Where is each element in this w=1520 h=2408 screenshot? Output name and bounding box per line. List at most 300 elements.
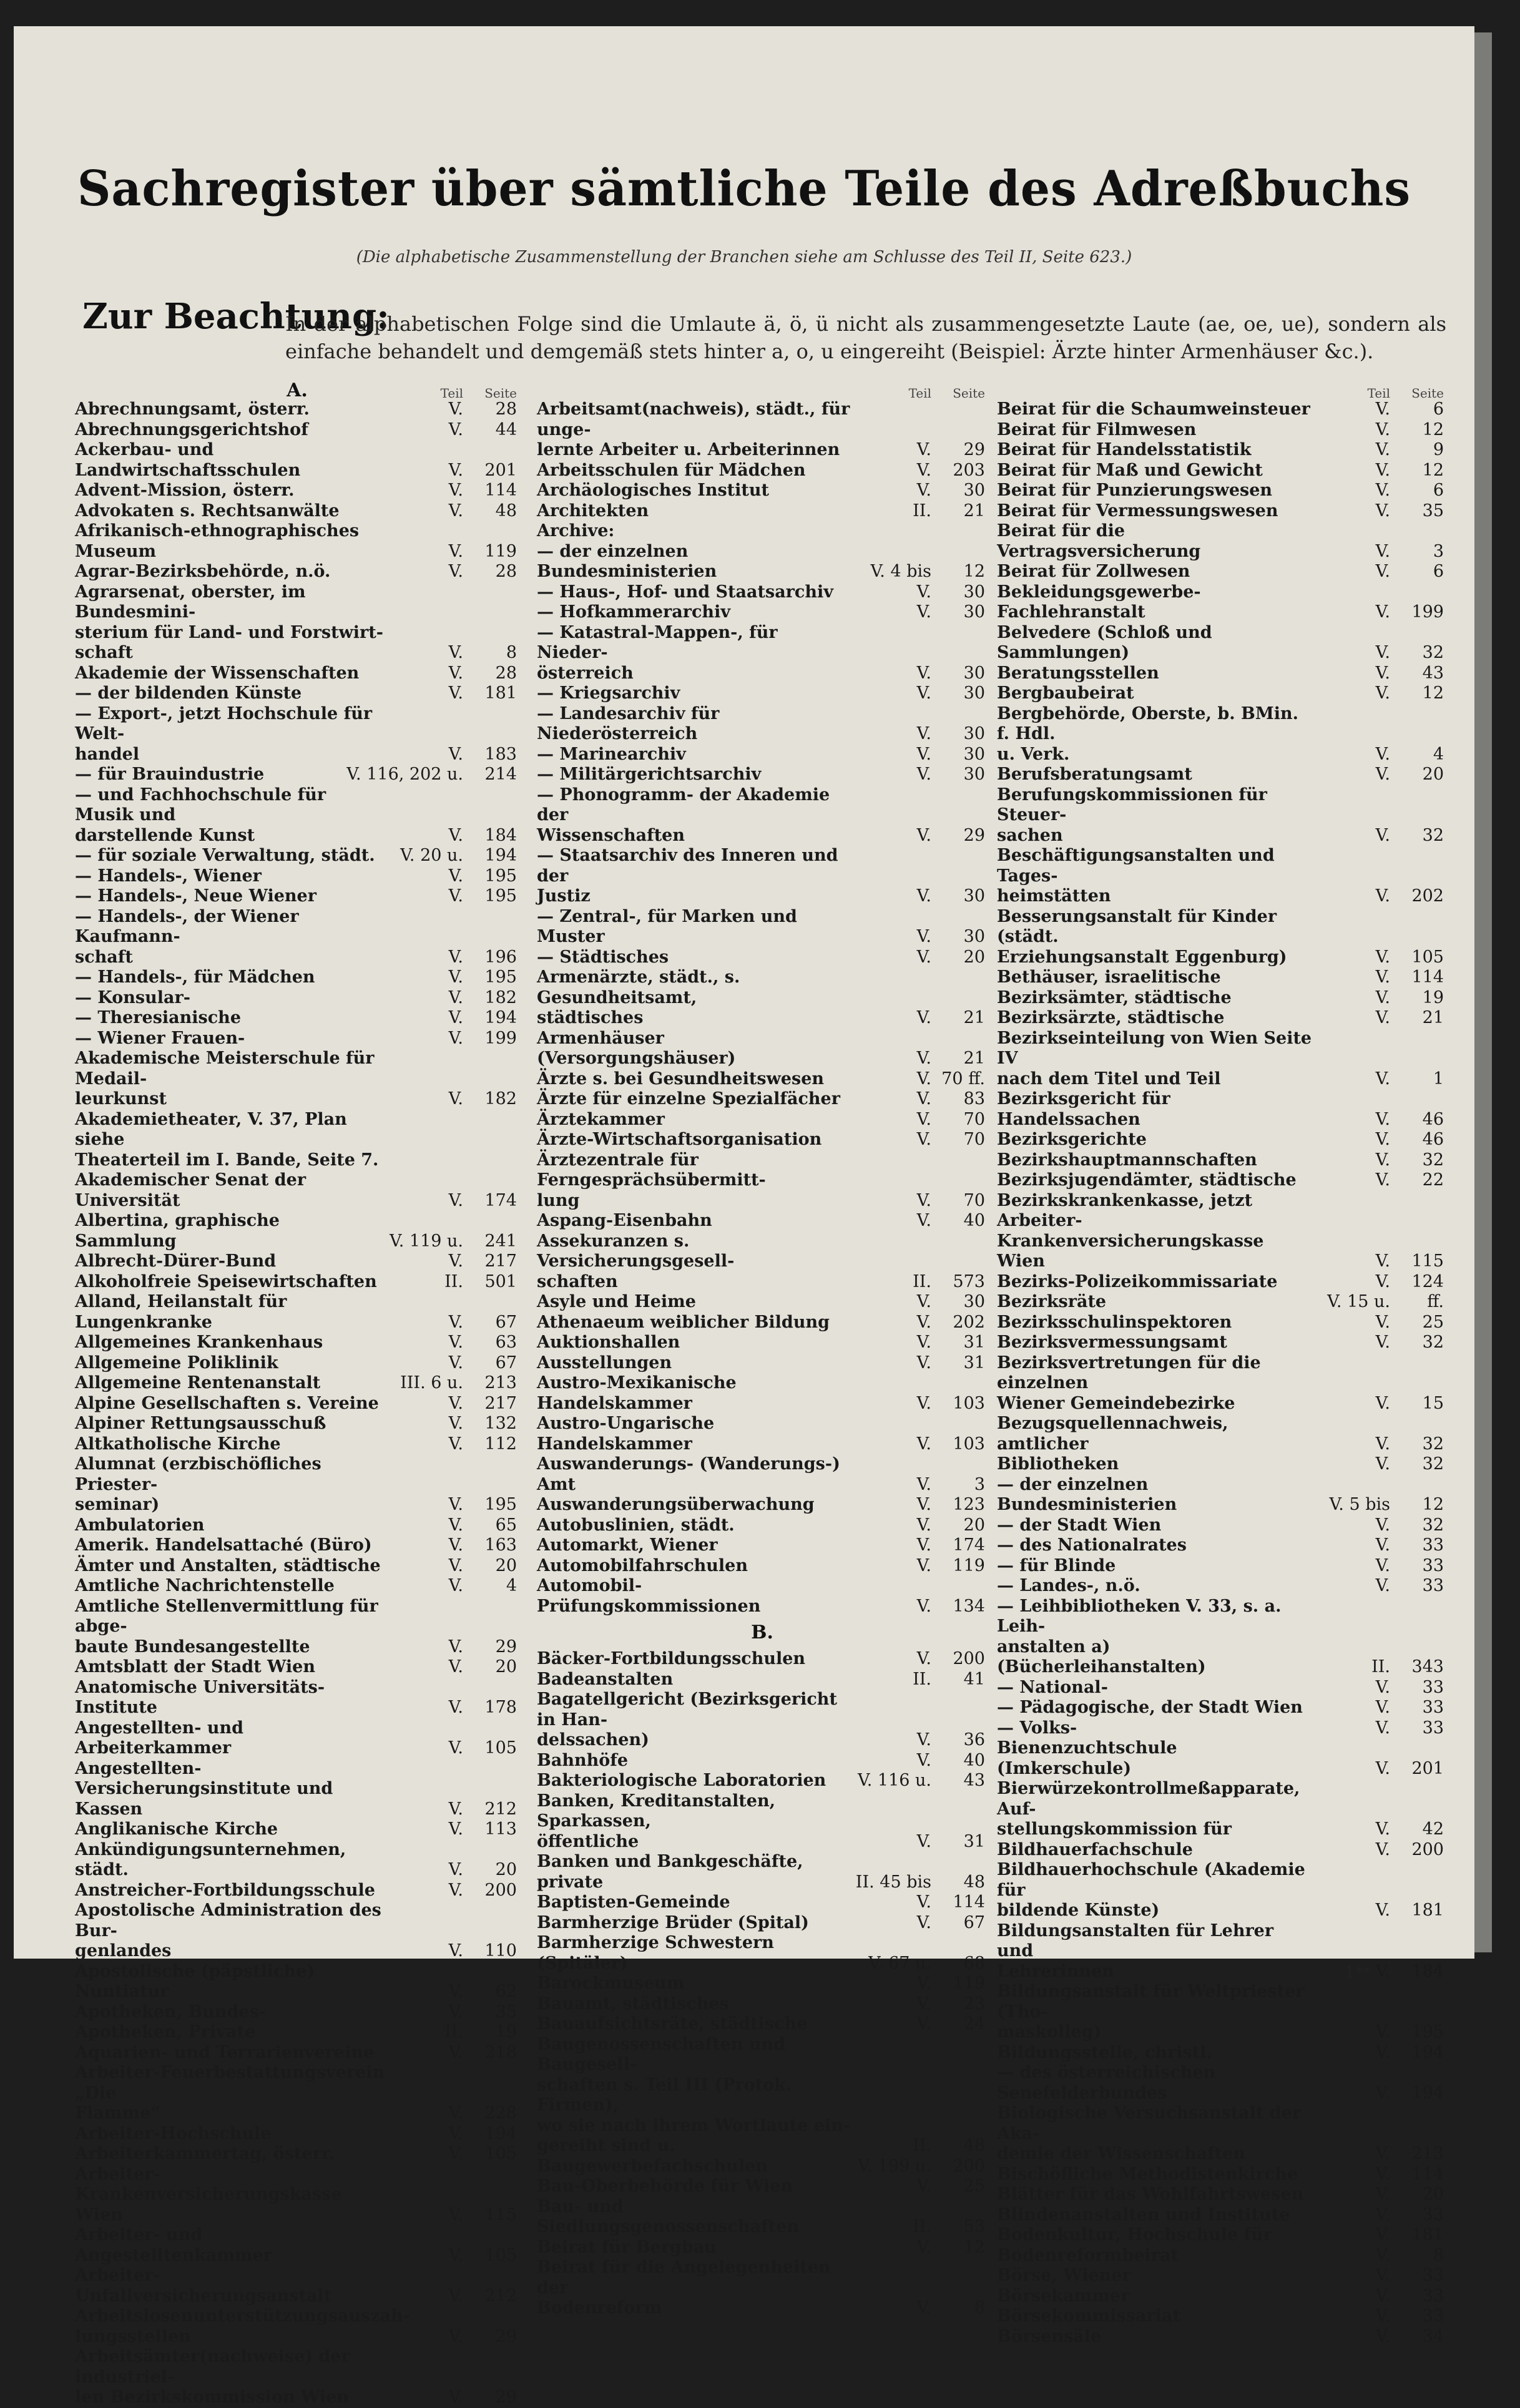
entry-teil: V. (1375, 1271, 1390, 1291)
entry-seite: 105 (1411, 947, 1444, 967)
entry-seite: 24 (963, 2014, 985, 2034)
entry-name: Agrarsenat, oberster, im Bundesmini- sterium für Land- und Forstwirt- schaft (75, 582, 383, 662)
index-entry (997, 2103, 1446, 2165)
entry-name: Beirat für die Schaumweinsteuer (997, 399, 1310, 419)
entry-teil: V. (1375, 2326, 1390, 2346)
entry-seite: 200 (484, 1880, 517, 1900)
entry-teil: V. (1375, 1454, 1390, 1474)
entry-teil: V. (916, 1393, 931, 1413)
index-entry (75, 988, 519, 1009)
entry-name: Bakteriologische Laboratorien (537, 1771, 826, 1790)
entry-seite: 30 (963, 582, 985, 602)
entry-name: Ärzte s. bei Gesundheitswesen (537, 1069, 825, 1089)
index-entry (997, 2165, 1446, 2185)
index-entry (997, 1150, 1446, 1171)
index-entry (537, 1231, 988, 1293)
entry-teil: V. (916, 1649, 931, 1668)
entry-seite: 194 (484, 2123, 517, 2143)
entry-teil: V. (1375, 987, 1390, 1007)
entry-name: — Kriegsarchiv (537, 683, 680, 703)
entry-teil: V. (448, 1860, 463, 1879)
entry-teil: V. (916, 927, 931, 946)
entry-teil: V. (1375, 440, 1390, 459)
entry-name: Bezirksräte (997, 1292, 1107, 1311)
index-entry (537, 501, 988, 522)
entry-name: — Export-, jetzt Hochschule für Welt- handel (75, 703, 373, 764)
index-entry (997, 1353, 1446, 1414)
entry-name: Armenhäuser (Versorgungshäuser) (537, 1028, 736, 1068)
entry-name: — Haus-, Hof- und Staatsarchiv (537, 582, 833, 602)
index-entry (997, 683, 1446, 704)
entry-seite: 34 (1422, 2326, 1444, 2346)
entry-name: Belvedere (Schloß und Sammlungen) (997, 622, 1212, 662)
entry-teil: V. (448, 1982, 463, 2001)
entry-teil: V. (1375, 1576, 1390, 1595)
index-entry (537, 2197, 988, 2238)
entry-teil: V. (916, 663, 931, 683)
entry-seite: 202 (953, 1312, 985, 1332)
index-entry (997, 988, 1446, 1009)
entry-name: — Katastral-Mappen-, für Nieder- österreich (537, 622, 778, 683)
entry-teil: V. (448, 2144, 463, 2163)
note-label: Zur Beachtung: (82, 296, 390, 337)
entry-teil: V. (1375, 1901, 1390, 1920)
entry-seite: 48 (963, 2136, 985, 2155)
index-entry (997, 1333, 1446, 1353)
entry-name: — National- (997, 1677, 1108, 1697)
entry-seite: 105 (484, 1738, 517, 1758)
entry-seite: 46 (1422, 1109, 1444, 1129)
entry-teil: V. (1375, 1109, 1390, 1129)
entry-seite: 35 (495, 2002, 517, 2022)
entry-name: Albrecht-Dürer-Bund (75, 1251, 277, 1271)
entry-seite: 199 (484, 1028, 517, 1048)
entry-name: Beirat für Filmwesen (997, 419, 1197, 439)
entry-name: Bezirksvertretungen für die einzelnen Wiener Gemeindebezirke (997, 1353, 1261, 1413)
entry-teil: II. 45 bis (855, 1872, 931, 1892)
index-entry (997, 1597, 1446, 1678)
entry-seite: 33 (1422, 1555, 1444, 1575)
entry-teil: III. 6 u. (400, 1373, 463, 1392)
entry-name: Börsensäle (997, 2326, 1102, 2346)
entry-teil: V. 119 u. (389, 1231, 463, 1251)
entry-teil: V. (448, 1555, 463, 1575)
index-entry (997, 967, 1446, 988)
index-entry (537, 1974, 988, 1994)
index-entry (997, 1272, 1446, 1293)
entry-teil: II. (913, 1669, 931, 1689)
entry-name: Apostolische Administration des Bur- genlandes (75, 1901, 381, 1960)
entry-teil: V. (916, 1312, 931, 1332)
entry-teil: V. (1375, 2144, 1390, 2163)
index-entry (997, 1454, 1446, 1475)
entry-teil: V. (1375, 481, 1390, 500)
index-entry (75, 1251, 519, 1272)
index-entry (75, 399, 519, 420)
entry-seite: 29 (963, 440, 985, 459)
entry-teil: V. (448, 683, 463, 703)
index-entry (75, 501, 519, 522)
entry-teil: V. (1375, 460, 1390, 480)
entry-teil: V. (916, 1211, 931, 1230)
entry-seite: 214 (484, 765, 517, 784)
entry-name: Apostolische (päpstliche) Nuntiatur (75, 1961, 315, 2001)
entry-teil: V. (1375, 967, 1390, 987)
entry-name: Beirat für Vermessungswesen (997, 501, 1278, 521)
entry-teil: V. (1375, 2042, 1390, 2062)
entry-name: — Volks- (997, 1718, 1077, 1738)
index-entry (537, 1414, 988, 1454)
index-entry (997, 501, 1446, 522)
entry-seite: 20 (495, 1555, 517, 1575)
entry-name: Bildungsanstalten für Lehrer und Lehrerinnen (997, 1921, 1274, 1981)
entry-seite: 119 (484, 541, 517, 561)
entry-name: Aquarien- und Terrarienvereine (75, 2042, 375, 2062)
entry-seite: 30 (963, 765, 985, 784)
entry-name: Anatomische Universitäts-Institute (75, 1677, 325, 1717)
entry-teil: V. 67 u. (868, 1953, 931, 1973)
index-column-3 (997, 381, 1446, 2347)
index-entry (997, 2043, 1446, 2063)
entry-name: Akademietheater, V. 37, Plan siehe Theaterteil im I. Bande, Seite 7. (75, 1109, 379, 1170)
entry-teil: V. (1375, 744, 1390, 764)
entry-teil: V. (448, 1535, 463, 1555)
entry-name: — der einzelnen Bundesministerien (997, 1474, 1177, 1514)
entry-teil: V. (448, 1251, 463, 1271)
entry-teil: V. (448, 1312, 463, 1332)
index-entry (997, 663, 1446, 684)
entry-teil: V. (1375, 501, 1390, 521)
index-entry (537, 1211, 988, 1231)
entry-seite: 30 (963, 683, 985, 703)
entry-seite: 201 (484, 460, 517, 480)
index-entry (75, 1556, 519, 1577)
entry-seite: 12 (963, 562, 985, 581)
entry-name: Asyle und Heime (537, 1292, 696, 1311)
index-entry (75, 683, 519, 704)
index-entry (75, 1819, 519, 1840)
entry-name: — Städtisches (537, 947, 669, 967)
entry-teil: V. (448, 541, 463, 561)
entry-teil: V. (448, 866, 463, 886)
entry-teil: V. (916, 1190, 931, 1210)
entry-seite: 65 (495, 1515, 517, 1535)
entry-seite: 8 (1433, 2245, 1444, 2265)
index-entry (537, 907, 988, 947)
entry-teil: V. (448, 1799, 463, 1819)
entry-name: — des Nationalrates (997, 1535, 1187, 1555)
entry-name: — Zentral-, für Marken und Muster (537, 906, 797, 946)
index-entry (997, 1089, 1446, 1130)
entry-teil: V. (1375, 1515, 1390, 1535)
entry-seite: 36 (963, 1730, 985, 1750)
index-entry (75, 1515, 519, 1536)
entry-name: Barmherzige Schwestern (Spitäler) (537, 1933, 774, 1973)
entry-seite: 12 (963, 2237, 985, 2257)
entry-seite: 68 (963, 1953, 985, 1973)
index-entry (75, 1373, 519, 1394)
index-entry (997, 481, 1446, 501)
entry-name: Bezirks-Polizeikommissariate (997, 1271, 1278, 1291)
index-entry (75, 1840, 519, 1881)
entry-teil: V. (448, 2326, 463, 2346)
index-entry (537, 1556, 988, 1577)
entry-name: Bezugsquellennachweis, amtlicher (997, 1414, 1228, 1454)
index-entry (537, 1791, 988, 1852)
entry-name: — der einzelnen Bundesministerien (537, 541, 717, 581)
entry-seite: 33 (1422, 1677, 1444, 1697)
index-entry (75, 2266, 519, 2306)
index-entry (997, 2185, 1446, 2205)
entry-seite: 33 (1422, 2286, 1444, 2306)
entry-seite: 42 (1422, 1819, 1444, 1839)
entry-teil: V. (448, 987, 463, 1007)
entry-name: — Handels-, Neue Wiener (75, 886, 316, 906)
index-entry (997, 1008, 1446, 1029)
entry-name: Ankündigungsunternehmen, städt. (75, 1839, 346, 1879)
entry-seite: 20 (495, 1860, 517, 1879)
entry-teil: II. (1371, 1657, 1390, 1676)
entry-seite: 33 (1422, 1698, 1444, 1717)
index-entry (75, 1881, 519, 1901)
index-entry (997, 1414, 1446, 1454)
entry-name: Beirat für Zollwesen (997, 562, 1190, 581)
entry-seite: 21 (963, 501, 985, 521)
page-title: Sachregister über sämtliche Teile des Adreßbuchs (77, 160, 1411, 217)
entry-name: — Landes-, n.ö. (997, 1576, 1140, 1595)
entry-seite: 30 (963, 602, 985, 622)
entry-teil: V. (1375, 1170, 1390, 1190)
entry-seite: 123 (953, 1495, 985, 1514)
index-entry (997, 2246, 1446, 2266)
index-entry (997, 582, 1446, 623)
index-entry (75, 1292, 519, 1333)
entry-name: Bezirkskrankenkasse, jetzt Arbeiter- Krankenversicherungskasse Wien (997, 1190, 1264, 1271)
entry-seite: 195 (484, 967, 517, 987)
entry-seite: 40 (963, 1211, 985, 1230)
entry-teil: V. (448, 886, 463, 906)
entry-name: Bau-Oberbehörde für Wien (537, 2176, 793, 2196)
entry-seite: 44 (495, 419, 517, 439)
entry-name: Ackerbau- und Landwirtschaftsschulen (75, 440, 301, 480)
index-entry (75, 1049, 519, 1110)
index-entry (537, 1089, 988, 1110)
entry-teil: V. (448, 1738, 463, 1758)
entry-teil: V. (448, 744, 463, 764)
entry-teil: V. (1375, 1150, 1390, 1170)
entry-seite: 112 (484, 1434, 517, 1454)
entry-name: Alpiner Rettungsausschuß (75, 1414, 326, 1433)
entry-seite: 199 (1411, 602, 1444, 622)
column-header (537, 381, 988, 399)
index-entry (537, 521, 988, 542)
entry-teil: V. (448, 1880, 463, 1900)
entry-teil: V. 116 u. (857, 1771, 931, 1790)
entry-seite: 33 (1422, 2205, 1444, 2224)
entry-seite: 12 (1422, 683, 1444, 703)
entry-name: Amtsblatt der Stadt Wien (75, 1657, 315, 1676)
index-entry (75, 2043, 519, 2063)
entry-seite: 32 (1422, 1434, 1444, 1454)
entry-name: Alkoholfreie Speisewirtschaften (75, 1271, 377, 1291)
column-header (75, 381, 519, 399)
entry-name: Bezirksämter, städtische (997, 987, 1232, 1007)
entry-name: Biologische Versuchsanstalt der Aka- demie der Wissenschaften (997, 2103, 1302, 2163)
entry-teil: V. (916, 1008, 931, 1027)
entry-seite: 46 (1422, 1130, 1444, 1149)
entry-seite: 21 (963, 1049, 985, 1068)
index-entry (75, 1962, 519, 2002)
entry-teil: V. (1375, 1393, 1390, 1413)
entry-name: Altkatholische Kirche (75, 1434, 281, 1454)
entry-name: Bergbaubeirat (997, 683, 1134, 703)
entry-name: Bezirkseinteilung von Wien Seite IV nach dem Titel und Teil (997, 1028, 1312, 1089)
entry-teil: V. (448, 481, 463, 500)
entry-name: Akademischer Senat der Universität (75, 1170, 306, 1210)
entry-name: Abrechnungsamt, österr. (75, 399, 310, 419)
entry-teil: V. (1375, 825, 1390, 845)
index-entry (997, 1556, 1446, 1577)
entry-teil: V. (448, 1495, 463, 1514)
entry-teil: V. (1375, 399, 1390, 419)
entry-teil: V. (916, 1892, 931, 1912)
entry-seite: 67 (495, 1353, 517, 1373)
index-entry (537, 1150, 988, 1211)
entry-teil: II. (444, 2022, 463, 2042)
entry-name: — der bildenden Künste (75, 683, 302, 703)
entry-seite: 114 (1411, 967, 1444, 987)
entry-teil: V. (1375, 1008, 1390, 1027)
index-entry (75, 1434, 519, 1455)
index-entry (537, 947, 988, 968)
entry-name: Bahnhöfe (537, 1750, 629, 1770)
entry-teil: V. (448, 1190, 463, 1210)
index-entry (537, 1670, 988, 1690)
entry-name: Advokaten s. Rechtsanwälte (75, 501, 340, 521)
entry-seite: 163 (484, 1535, 517, 1555)
index-entry (997, 420, 1446, 441)
entry-seite: 195 (484, 886, 517, 906)
entry-name: Badeanstalten (537, 1669, 674, 1689)
index-entry (997, 1191, 1446, 1272)
entry-seite: 25 (963, 2176, 985, 2196)
entry-seite: 43 (1422, 663, 1444, 683)
entry-seite: 30 (963, 927, 985, 946)
entry-name: Arbeiter-Unfallversicherungsanstalt (75, 2266, 332, 2306)
index-entry (537, 1515, 988, 1536)
index-entry (997, 623, 1446, 663)
entry-seite: 213 (1411, 2144, 1444, 2163)
entry-seite: 28 (495, 663, 517, 683)
entry-seite: 3 (974, 1474, 985, 1494)
entry-seite: 241 (484, 1231, 517, 1251)
entry-seite: 115 (484, 2205, 517, 2224)
entry-name: Bezirksschulinspektoren (997, 1312, 1232, 1332)
index-entry (997, 399, 1446, 420)
entry-teil: V. (916, 1333, 931, 1352)
entry-name: Ärzte-Wirtschaftsorganisation (537, 1130, 822, 1149)
entry-name: Arbeitslosenunterstützungsauszah- lungsstellen (75, 2306, 411, 2346)
entry-name: Ämter und Anstalten, städtische (75, 1555, 381, 1575)
seite-header: Seite (953, 386, 985, 401)
entry-seite: 194 (484, 1008, 517, 1027)
entry-seite: 181 (484, 683, 517, 703)
entry-name: Archive: (537, 521, 615, 541)
index-entry (997, 704, 1446, 765)
entry-seite: 183 (484, 744, 517, 764)
entry-seite: 20 (963, 1515, 985, 1535)
entry-name: Alpine Gesellschaften s. Vereine (75, 1393, 379, 1413)
index-entry (997, 1515, 1446, 1536)
index-entry (75, 1454, 519, 1515)
entry-seite: 83 (963, 1089, 985, 1109)
index-entry (537, 1690, 988, 1751)
index-entry (537, 1495, 988, 1515)
entry-teil: V. (448, 2205, 463, 2224)
index-entry (75, 1901, 519, 1962)
index-entry (75, 521, 519, 562)
entry-name: Agrar-Bezirksbehörde, n.ö. (75, 562, 331, 581)
entry-seite: 20 (1422, 2185, 1444, 2204)
index-entry (537, 623, 988, 684)
entry-teil: V. (448, 1008, 463, 1027)
entry-name: — Handels-, für Mädchen (75, 967, 315, 987)
entry-teil: V. (916, 1994, 931, 2014)
entry-name: — Handels-, Wiener (75, 866, 262, 886)
index-entry (997, 2225, 1446, 2246)
entry-name: Blätter für das Wohlfahrtswesen (997, 2185, 1304, 2204)
entry-teil: V. (916, 683, 931, 703)
entry-teil: V. 199 u. (857, 2156, 931, 2176)
entry-name: Amtliche Stellenvermittlung für abge- baute Bundesangestellte (75, 1596, 378, 1657)
index-entry (75, 2022, 519, 2043)
entry-teil: V. (916, 1049, 931, 1068)
entry-teil: V. (448, 967, 463, 987)
entry-seite: 12 (1422, 1495, 1444, 1514)
entry-teil: V. (1375, 2286, 1390, 2306)
entry-teil: V. (916, 440, 931, 459)
entry-teil: V. (916, 2298, 931, 2317)
entry-name: Architekten (537, 501, 649, 521)
entry-name: Baptisten-Gemeinde (537, 1892, 730, 1912)
paper-sheet (14, 26, 1474, 2407)
index-entry (537, 1292, 988, 1313)
entry-seite: 203 (953, 460, 985, 480)
index-entry (75, 1576, 519, 1597)
entry-name: Autobuslinien, städt. (537, 1515, 735, 1535)
entry-teil: V. (916, 1089, 931, 1109)
index-entry (537, 1110, 988, 1130)
index-entry (75, 1211, 519, 1251)
index-entry (997, 1292, 1446, 1313)
entry-name: Bezirkshauptmannschaften (997, 1150, 1257, 1170)
entry-name: Bagatellgericht (Bezirksgericht in Han- delssachen) (537, 1690, 837, 1750)
index-entry (997, 521, 1446, 562)
entry-seite: 33 (1422, 1576, 1444, 1595)
section-heading-b: B. (751, 1622, 773, 1643)
entry-teil: V. (916, 765, 931, 784)
entry-seite: 201 (1411, 1758, 1444, 1778)
index-column-1 (75, 381, 519, 2408)
entry-seite: 218 (484, 2042, 517, 2062)
entry-name: Berufungskommissionen für Steuer- sachen (997, 785, 1267, 845)
entry-seite: 20 (495, 1657, 517, 1676)
entry-seite: 178 (484, 1698, 517, 1717)
entry-seite: 194 (484, 846, 517, 865)
entry-name: Allgemeine Rentenanstalt (75, 1373, 321, 1392)
index-entry (75, 1414, 519, 1434)
entry-teil: V. (916, 1974, 931, 1993)
